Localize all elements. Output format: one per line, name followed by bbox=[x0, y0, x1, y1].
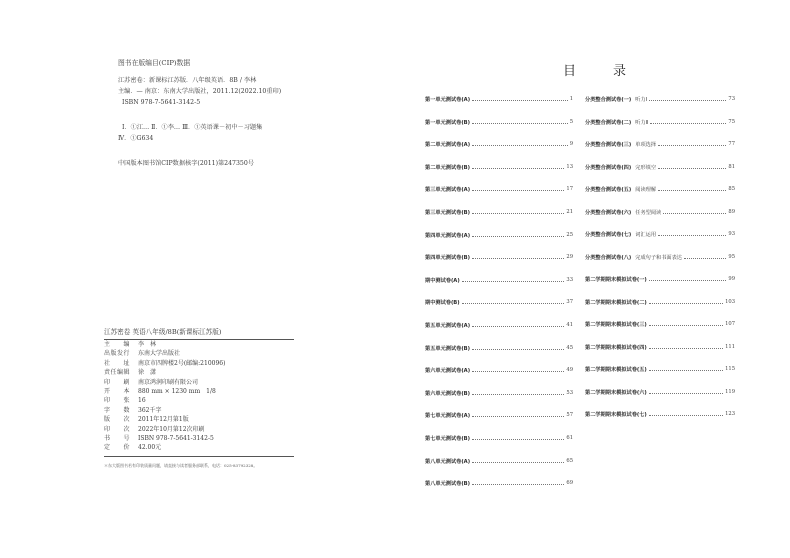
toc-entry-page: 69 bbox=[566, 480, 573, 487]
toc-entry-label: 第二学期期末模拟试卷(七) bbox=[585, 412, 647, 418]
toc-leader-dots bbox=[649, 276, 727, 281]
toc-leader-dots bbox=[649, 411, 723, 416]
toc-entry-page: 5 bbox=[569, 118, 573, 125]
toc-leader-dots bbox=[472, 254, 564, 259]
toc-entry bbox=[425, 390, 573, 413]
toc-column-1 bbox=[425, 96, 573, 503]
toc-entry bbox=[425, 435, 573, 458]
toc-entry bbox=[585, 321, 735, 344]
toc-entry bbox=[425, 299, 573, 322]
toc-leader-dots bbox=[472, 209, 564, 214]
toc-entry-page: 61 bbox=[566, 434, 573, 441]
toc-entry-page: 45 bbox=[566, 344, 573, 351]
colophon-key: 印 刷 bbox=[104, 378, 131, 386]
cip-block bbox=[118, 58, 318, 169]
toc-entry-page: 85 bbox=[728, 186, 735, 192]
toc-leader-dots bbox=[472, 412, 564, 417]
toc-entry bbox=[425, 412, 573, 435]
colophon-value: 2022年10月第12次印刷 bbox=[138, 425, 205, 433]
toc-entry-page: 25 bbox=[566, 231, 573, 238]
toc-entry-label: 分类整合测试卷(四) bbox=[585, 164, 632, 171]
toc-entry-page: 89 bbox=[728, 208, 735, 215]
toc-leader-dots bbox=[649, 366, 723, 371]
toc-entry-page: 41 bbox=[566, 321, 573, 328]
toc-entry bbox=[425, 458, 573, 481]
colophon-key: 印 次 bbox=[104, 425, 131, 433]
toc-leader-dots bbox=[472, 186, 564, 191]
toc-entry-label: 第二学期期末模拟试卷(一) bbox=[585, 277, 647, 283]
toc-entry bbox=[585, 389, 735, 412]
toc-entry bbox=[425, 119, 573, 142]
toc-entry-label: 第三单元测试卷(B) bbox=[425, 209, 471, 216]
toc-entry-label: 分类整合测试卷(七) bbox=[585, 232, 632, 238]
colophon-rows bbox=[104, 340, 294, 453]
toc-entry-page: 107 bbox=[725, 321, 735, 327]
toc-entry bbox=[585, 186, 735, 209]
toc-entry-page: 123 bbox=[725, 411, 735, 417]
toc-entry bbox=[585, 254, 735, 277]
toc-entry-label: 分类整合测试卷(五) bbox=[585, 187, 632, 193]
colophon-value: 李 林 bbox=[138, 341, 157, 348]
toc-leader-dots bbox=[462, 277, 565, 282]
toc-leader-dots bbox=[472, 480, 564, 485]
toc-entry-subtitle: 完形填空 bbox=[635, 164, 657, 171]
toc-entry-page: 103 bbox=[725, 298, 735, 305]
colophon-value: 2011年12月第1版 bbox=[138, 416, 189, 424]
toc-entry-page: 57 bbox=[566, 412, 573, 419]
colophon-row bbox=[104, 359, 294, 368]
toc-leader-dots bbox=[472, 232, 564, 237]
toc-entry bbox=[585, 411, 735, 434]
colophon-row bbox=[104, 378, 294, 387]
toc-entry-label: 第五单元测试卷(A) bbox=[425, 322, 471, 329]
toc-entry-label: 第七单元测试卷(B) bbox=[425, 435, 471, 442]
colophon-footnote: ＊东大版图书若有印装质量问题，请直接与读者服务部联系，电话：025-83792328。 bbox=[104, 463, 258, 468]
toc-entry-label: 第二学期期末模拟试卷(四) bbox=[585, 344, 647, 351]
colophon bbox=[104, 326, 294, 457]
toc-entry-label: 第二学期期末模拟试卷(二) bbox=[585, 299, 647, 306]
toc-entry-label: 第六单元测试卷(B) bbox=[425, 390, 471, 397]
colophon-row bbox=[104, 406, 294, 415]
toc-column-2 bbox=[585, 96, 735, 434]
toc-entry-page: 65 bbox=[566, 457, 573, 464]
colophon-key: 定 价 bbox=[104, 444, 131, 452]
toc-entry bbox=[425, 480, 573, 503]
colophon-key: 印 张 bbox=[104, 397, 131, 405]
colophon-row bbox=[104, 434, 294, 443]
toc-entry-subtitle: 完成句子和书面表达 bbox=[635, 254, 682, 261]
toc-entry bbox=[425, 209, 573, 232]
colophon-value: 徐 潇 bbox=[138, 369, 157, 377]
toc-entry-page: 1 bbox=[569, 96, 573, 102]
toc-entry-label: 第四单元测试卷(A) bbox=[425, 232, 471, 239]
cip-line: 江苏密卷：新课标江苏版．八年级英语．8B / 李林 bbox=[118, 77, 257, 84]
toc-leader-dots bbox=[649, 389, 723, 394]
toc-entry-label: 第八单元测试卷(A) bbox=[425, 458, 471, 465]
toc-leader-dots bbox=[472, 390, 564, 395]
toc-leader-dots bbox=[658, 231, 726, 236]
toc-entry-label: 第六单元测试卷(A) bbox=[425, 368, 471, 375]
toc-leader-dots bbox=[649, 344, 723, 349]
toc-entry bbox=[585, 231, 735, 254]
colophon-key: 字 数 bbox=[104, 406, 131, 414]
toc-entry-page: 119 bbox=[725, 388, 735, 395]
toc-entry-subtitle: 听力Ⅱ bbox=[635, 119, 649, 126]
toc-entry bbox=[585, 209, 735, 232]
toc-leader-dots bbox=[462, 299, 565, 304]
toc-leader-dots bbox=[472, 367, 564, 372]
toc-leader-dots bbox=[649, 299, 723, 304]
colophon-key: 主 编 bbox=[104, 341, 131, 348]
toc-entry-page: 17 bbox=[566, 186, 573, 193]
toc-leader-dots bbox=[658, 141, 726, 146]
toc-entry bbox=[425, 254, 573, 277]
colophon-key: 书 号 bbox=[104, 435, 131, 443]
toc-entry-page: 73 bbox=[728, 96, 735, 102]
toc-leader-dots bbox=[663, 209, 726, 214]
colophon-value: 东南大学出版社 bbox=[138, 350, 181, 358]
cip-line: ISBN 978-7-5641-3142-5 bbox=[122, 99, 201, 106]
toc-leader-dots bbox=[472, 435, 564, 440]
toc-entry bbox=[585, 119, 735, 142]
colophon-row bbox=[104, 368, 294, 377]
colophon-row bbox=[104, 340, 294, 349]
toc-entry-page: 37 bbox=[566, 299, 573, 306]
toc-entry-label: 分类整合测试卷(三) bbox=[585, 142, 632, 148]
colophon-value: 南京鸿润印刷有限公司 bbox=[138, 378, 199, 386]
toc-entry bbox=[585, 164, 735, 187]
toc-entry-page: 29 bbox=[566, 254, 573, 261]
colophon-value: 16 bbox=[138, 397, 146, 405]
toc-entry bbox=[585, 276, 735, 299]
toc-entry-label: 第一单元测试卷(A) bbox=[425, 97, 471, 103]
toc-entry-label: 期中测试卷(A) bbox=[425, 277, 460, 284]
toc-entry-label: 第二学期期末模拟试卷(三) bbox=[585, 322, 647, 328]
toc-entry bbox=[585, 366, 735, 389]
cip-classification: Ⅳ．①G634 bbox=[118, 135, 154, 142]
toc-entry-label: 第四单元测试卷(B) bbox=[425, 255, 471, 262]
cip-library-record: 中国版本图书馆CIP数据核字(2011)第247350号 bbox=[118, 160, 254, 167]
toc-entry-page: 95 bbox=[728, 253, 735, 260]
toc-leader-dots bbox=[649, 321, 723, 326]
toc-entry-page: 81 bbox=[728, 163, 735, 170]
colophon-row bbox=[104, 443, 294, 452]
toc-entry-label: 分类整合测试卷(六) bbox=[585, 209, 632, 216]
toc-entry-label: 分类整合测试卷(八) bbox=[585, 254, 632, 261]
toc-leader-dots bbox=[649, 96, 726, 101]
toc-title: 目 录 bbox=[563, 64, 639, 79]
colophon-title: 江苏密卷 英语八年级/8B(新课标江苏版) bbox=[104, 326, 294, 340]
toc-entry-page: 9 bbox=[569, 141, 573, 148]
toc-entry bbox=[425, 345, 573, 368]
toc-entry bbox=[425, 186, 573, 209]
colophon-key: 责任编辑 bbox=[104, 369, 131, 377]
toc-entry-label: 第二单元测试卷(B) bbox=[425, 164, 471, 171]
colophon-value: 880 mm × 1230 mm 1/8 bbox=[138, 388, 216, 396]
toc-entry-page: 75 bbox=[728, 118, 735, 125]
toc-entry-subtitle: 词汇运用 bbox=[635, 232, 657, 238]
toc-entry-page: 21 bbox=[566, 208, 573, 215]
colophon-row bbox=[104, 396, 294, 405]
toc-entry bbox=[425, 232, 573, 255]
toc-entry-label: 第二单元测试卷(A) bbox=[425, 142, 471, 149]
toc-leader-dots bbox=[472, 345, 564, 350]
toc-entry-label: 第三单元测试卷(A) bbox=[425, 187, 471, 194]
toc-entry-page: 49 bbox=[566, 367, 573, 374]
toc-entry-label: 分类整合测试卷(二) bbox=[585, 119, 632, 126]
colophon-row bbox=[104, 415, 294, 424]
toc-leader-dots bbox=[684, 254, 726, 259]
toc-leader-dots bbox=[650, 119, 726, 124]
toc-leader-dots bbox=[472, 458, 564, 463]
toc-entry-page: 111 bbox=[725, 343, 735, 350]
toc-entry bbox=[425, 277, 573, 300]
colophon-value: 南京市四牌楼2号(邮编:210096) bbox=[138, 359, 226, 367]
toc-entry-subtitle: 听力Ⅰ bbox=[635, 97, 648, 103]
toc-entry-subtitle: 任务型阅读 bbox=[635, 209, 662, 216]
toc-entry-page: 93 bbox=[728, 231, 735, 237]
toc-entry-label: 分类整合测试卷(一) bbox=[585, 97, 632, 103]
toc-entry-label: 第七单元测试卷(A) bbox=[425, 413, 471, 420]
toc-entry-page: 53 bbox=[566, 389, 573, 396]
toc-entry bbox=[585, 344, 735, 367]
toc-leader-dots bbox=[658, 164, 726, 169]
toc-leader-dots bbox=[472, 119, 568, 124]
colophon-key: 版 次 bbox=[104, 416, 131, 424]
toc-leader-dots bbox=[472, 96, 568, 101]
toc-entry bbox=[585, 299, 735, 322]
toc-entry-label: 第二学期期末模拟试卷(五) bbox=[585, 367, 647, 373]
toc-entry bbox=[585, 96, 735, 119]
colophon-key: 出版发行 bbox=[104, 350, 131, 358]
toc-entry-label: 期中测试卷(B) bbox=[425, 300, 460, 307]
cip-line: 主编．— 南京：东南大学出版社，2011.12(2022.10重印) bbox=[118, 88, 282, 95]
toc-entry-label: 第八单元测试卷(B) bbox=[425, 481, 471, 488]
colophon-value: ISBN 978-7-5641-3142-5 bbox=[138, 435, 214, 443]
cip-classification: Ⅰ．①江… Ⅱ．①李… Ⅲ．①英语课－初中－习题集 bbox=[122, 124, 263, 131]
toc-leader-dots bbox=[658, 186, 726, 191]
toc-entry-page: 77 bbox=[728, 141, 735, 147]
cip-title: 图书在版编目(CIP)数据 bbox=[118, 59, 191, 67]
toc-entry-subtitle: 单项选择 bbox=[635, 142, 657, 148]
toc-entry-label: 第五单元测试卷(B) bbox=[425, 345, 471, 352]
toc-leader-dots bbox=[472, 322, 564, 327]
colophon-row bbox=[104, 349, 294, 358]
toc-leader-dots bbox=[472, 141, 568, 146]
toc-entry bbox=[425, 141, 573, 164]
toc-entry-page: 33 bbox=[566, 276, 573, 283]
colophon-value: 362千字 bbox=[138, 406, 162, 414]
toc-entry bbox=[425, 367, 573, 390]
toc-entry bbox=[425, 164, 573, 187]
colophon-key: 开 本 bbox=[104, 388, 131, 396]
toc-page bbox=[395, 0, 790, 558]
colophon-value: 42.00元 bbox=[138, 444, 162, 452]
colophon-row bbox=[104, 425, 294, 434]
toc-entry-page: 99 bbox=[728, 276, 735, 282]
toc-entry bbox=[425, 96, 573, 119]
toc-entry bbox=[425, 322, 573, 345]
toc-entry-subtitle: 阅读理解 bbox=[635, 187, 657, 193]
toc-entry-label: 第一单元测试卷(B) bbox=[425, 119, 471, 126]
toc-entry-page: 115 bbox=[725, 366, 735, 372]
colophon-row bbox=[104, 387, 294, 396]
toc-entry-label: 第二学期期末模拟试卷(六) bbox=[585, 389, 647, 396]
toc-entry-page: 13 bbox=[566, 163, 573, 170]
toc-leader-dots bbox=[472, 164, 564, 169]
colophon-key: 社 址 bbox=[104, 359, 131, 367]
toc-entry bbox=[585, 141, 735, 164]
